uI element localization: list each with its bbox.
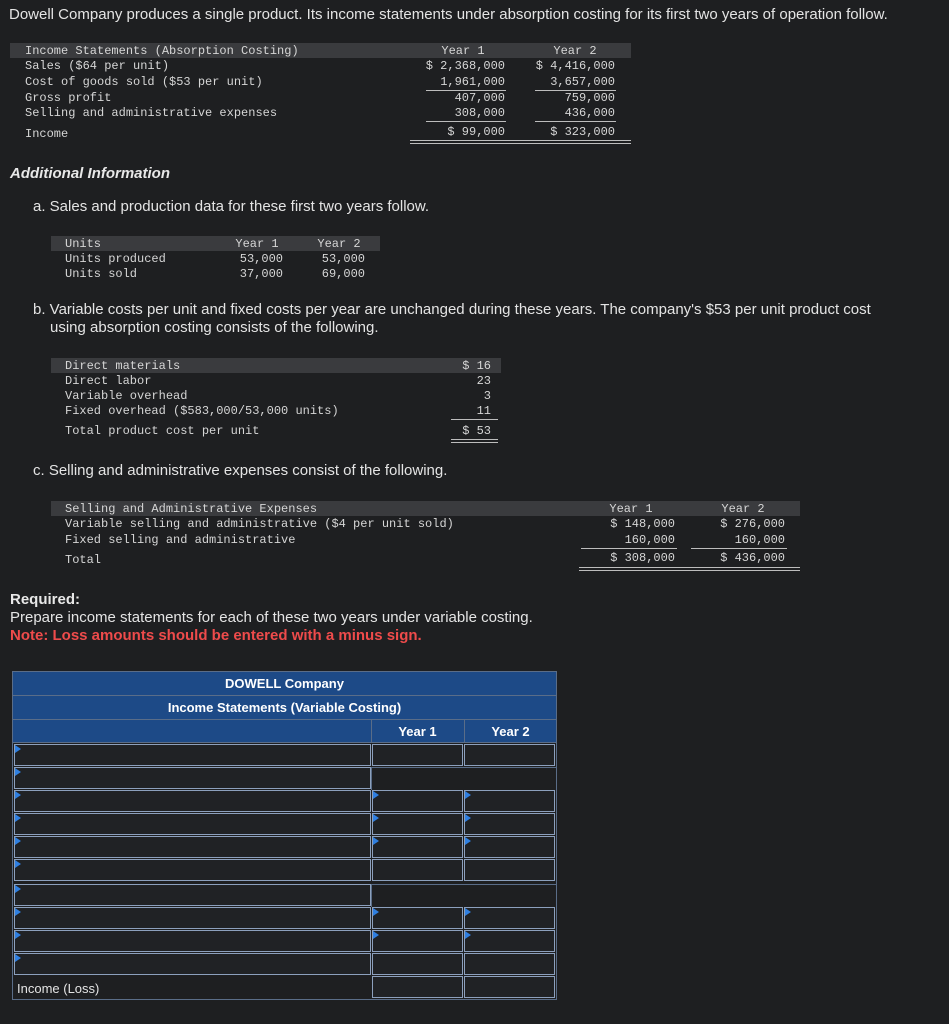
dropdown-arrow-icon: [15, 931, 21, 939]
absorption-header-label: Income Statements (Absorption Costing): [25, 44, 299, 58]
absorption-row-year2: 759,000: [564, 91, 615, 105]
section-b-text-line2: using absorption costing consists of the following.: [50, 319, 379, 336]
selling-row-year1: 160,000: [624, 533, 675, 547]
selling-row-label: Total: [65, 553, 102, 567]
answer-title-row: [13, 696, 556, 720]
units-row-year2: 53,000: [321, 252, 365, 266]
cost-double-rule: [451, 439, 498, 440]
answer-year1-income-input[interactable]: [372, 976, 463, 998]
selling-row-year1: $ 148,000: [610, 517, 675, 531]
dropdown-arrow-icon: [465, 837, 471, 845]
answer-year1-input[interactable]: [372, 953, 463, 975]
absorption-row-year1: $ 2,368,000: [425, 59, 505, 73]
dropdown-arrow-icon: [15, 814, 21, 822]
selling-admin-table: [51, 501, 800, 571]
additional-info-heading: Additional Information: [10, 165, 170, 182]
answer-label-dropdown[interactable]: [14, 953, 371, 975]
cost-row-label: Fixed overhead ($583,000/53,000 units): [65, 404, 339, 418]
units-header-year2: Year 2: [317, 237, 361, 251]
cost-double-rule: [451, 442, 498, 443]
answer-year2-input[interactable]: [464, 930, 555, 952]
absorption-row-year2: 3,657,000: [550, 75, 615, 89]
answer-year2-input[interactable]: [464, 907, 555, 929]
cost-row-label: Direct labor: [65, 374, 152, 388]
absorption-row-label: Gross profit: [25, 91, 112, 105]
dropdown-arrow-icon: [373, 814, 379, 822]
cost-row-value: 11: [476, 404, 491, 418]
absorption-row-year1: 1,961,000: [440, 75, 505, 89]
dropdown-arrow-icon: [465, 791, 471, 799]
selling-total-rule: [691, 548, 787, 549]
absorption-row-label: Selling and administrative expenses: [25, 106, 278, 120]
answer-year2-input[interactable]: [464, 836, 555, 858]
absorption-total-rule: [426, 121, 506, 122]
answer-year2-header: Year 2: [464, 720, 556, 743]
product-cost-table: [51, 358, 501, 443]
absorption-header-year2: Year 2: [553, 44, 597, 58]
answer-label-dropdown[interactable]: [14, 836, 371, 858]
answer-statement-title: Income Statements (Variable Costing): [167, 700, 402, 715]
dropdown-arrow-icon: [15, 837, 21, 845]
answer-income-loss-label: Income (Loss): [17, 981, 100, 996]
answer-year1-input[interactable]: [372, 790, 463, 812]
section-a-text: a. Sales and production data for these first two years follow.: [33, 198, 430, 215]
absorption-double-rule: [410, 143, 631, 144]
answer-year2-input[interactable]: [464, 790, 555, 812]
dropdown-arrow-icon: [15, 908, 21, 916]
cost-row-value: $ 53: [462, 424, 491, 438]
answer-label-dropdown[interactable]: [14, 859, 371, 881]
answer-year2-input[interactable]: [464, 953, 555, 975]
answer-label-dropdown[interactable]: [14, 790, 371, 812]
answer-year1-input[interactable]: [372, 836, 463, 858]
answer-label-dropdown[interactable]: [14, 813, 371, 835]
answer-year2-income-input[interactable]: [464, 976, 555, 998]
answer-empty-cell: [371, 884, 556, 907]
required-heading: Required:: [10, 591, 81, 608]
cost-row-label: Total product cost per unit: [65, 424, 260, 438]
variable-costing-answer-table: [12, 671, 557, 1000]
cost-row-value: 23: [476, 374, 491, 388]
selling-row-year1: $ 308,000: [610, 551, 675, 565]
cost-row-value: 3: [483, 389, 491, 403]
answer-company-name: DOWELL Company: [225, 676, 344, 691]
absorption-statement: [10, 43, 631, 147]
answer-year1-input[interactable]: [372, 907, 463, 929]
absorption-row-year2: 436,000: [564, 106, 615, 120]
dropdown-arrow-icon: [373, 931, 379, 939]
selling-row-year2: 160,000: [734, 533, 785, 547]
dropdown-arrow-icon: [15, 768, 21, 776]
answer-company-row: [13, 672, 556, 696]
absorption-double-rule: [410, 140, 631, 141]
selling-double-rule: [579, 570, 800, 571]
selling-row-label: Fixed selling and administrative: [65, 533, 296, 547]
units-row-year2: 69,000: [321, 267, 365, 281]
absorption-row-label: Sales ($64 per unit): [25, 59, 170, 73]
answer-empty-cell: [371, 767, 556, 790]
selling-total-rule: [581, 548, 677, 549]
units-header-year1: Year 1: [235, 237, 279, 251]
answer-year1-input[interactable]: [372, 744, 463, 766]
absorption-header-year1: Year 1: [441, 44, 485, 58]
absorption-row-year2: $ 323,000: [550, 125, 615, 139]
absorption-row-label: Income: [25, 127, 69, 141]
dropdown-arrow-icon: [465, 908, 471, 916]
units-row-year1: 53,000: [239, 252, 283, 266]
answer-year2-input[interactable]: [464, 813, 555, 835]
answer-year2-input[interactable]: [464, 859, 555, 881]
answer-year1-input[interactable]: [372, 930, 463, 952]
units-table: [51, 236, 380, 284]
answer-year1-input[interactable]: [372, 859, 463, 881]
dropdown-arrow-icon: [373, 908, 379, 916]
units-row-year1: 37,000: [239, 267, 283, 281]
section-c-text: c. Selling and administrative expenses consist of the following.: [33, 462, 448, 479]
absorption-row-year1: 308,000: [454, 106, 505, 120]
answer-label-dropdown[interactable]: [14, 884, 371, 906]
cost-row-label: Variable overhead: [65, 389, 188, 403]
problem-intro: Dowell Company produces a single product. Its income statements under absorption costing for its first two years of operation follow.: [9, 6, 888, 23]
dropdown-arrow-icon: [373, 837, 379, 845]
cost-row-value: $ 16: [462, 359, 491, 373]
answer-year-header-row: [13, 720, 556, 743]
dropdown-arrow-icon: [465, 814, 471, 822]
answer-year1-input[interactable]: [372, 813, 463, 835]
answer-year1-header: Year 1: [371, 720, 463, 743]
dropdown-arrow-icon: [15, 791, 21, 799]
selling-header-year1: Year 1: [609, 502, 653, 516]
absorption-row-year1: 407,000: [454, 91, 505, 105]
selling-double-rule: [579, 567, 800, 568]
selling-row-year2: $ 436,000: [720, 551, 785, 565]
selling-row-label: Variable selling and administrative ($4 per unit sold): [65, 517, 454, 531]
dropdown-arrow-icon: [15, 885, 21, 893]
absorption-row-label: Cost of goods sold ($53 per unit): [25, 75, 263, 89]
units-row-label: Units produced: [65, 252, 166, 266]
dropdown-arrow-icon: [465, 931, 471, 939]
answer-label-dropdown[interactable]: [14, 907, 371, 929]
dropdown-arrow-icon: [15, 860, 21, 868]
units-header-label: Units: [65, 237, 102, 251]
answer-year2-input[interactable]: [464, 744, 555, 766]
answer-label-dropdown[interactable]: [14, 767, 371, 789]
selling-header-year2: Year 2: [721, 502, 765, 516]
answer-label-dropdown[interactable]: [14, 744, 371, 766]
dropdown-arrow-icon: [15, 745, 21, 753]
absorption-total-rule: [535, 121, 616, 122]
cost-total-rule: [451, 419, 498, 420]
selling-header-label: Selling and Administrative Expenses: [65, 502, 318, 516]
cost-row-label: Direct materials: [65, 359, 181, 373]
selling-row-year2: $ 276,000: [720, 517, 785, 531]
dropdown-arrow-icon: [15, 954, 21, 962]
absorption-row-year2: $ 4,416,000: [535, 59, 615, 73]
absorption-row-year1: $ 99,000: [447, 125, 505, 139]
section-b-text-line1: b. Variable costs per unit and fixed costs per year are unchanged during these years. The company's $53 per unit product cost: [33, 301, 871, 318]
required-instructions: Prepare income statements for each of these two years under variable costing.: [10, 609, 533, 626]
dropdown-arrow-icon: [373, 791, 379, 799]
answer-label-dropdown[interactable]: [14, 930, 371, 952]
loss-note: Note: Loss amounts should be entered with a minus sign.: [10, 627, 422, 644]
units-row-label: Units sold: [65, 267, 138, 281]
